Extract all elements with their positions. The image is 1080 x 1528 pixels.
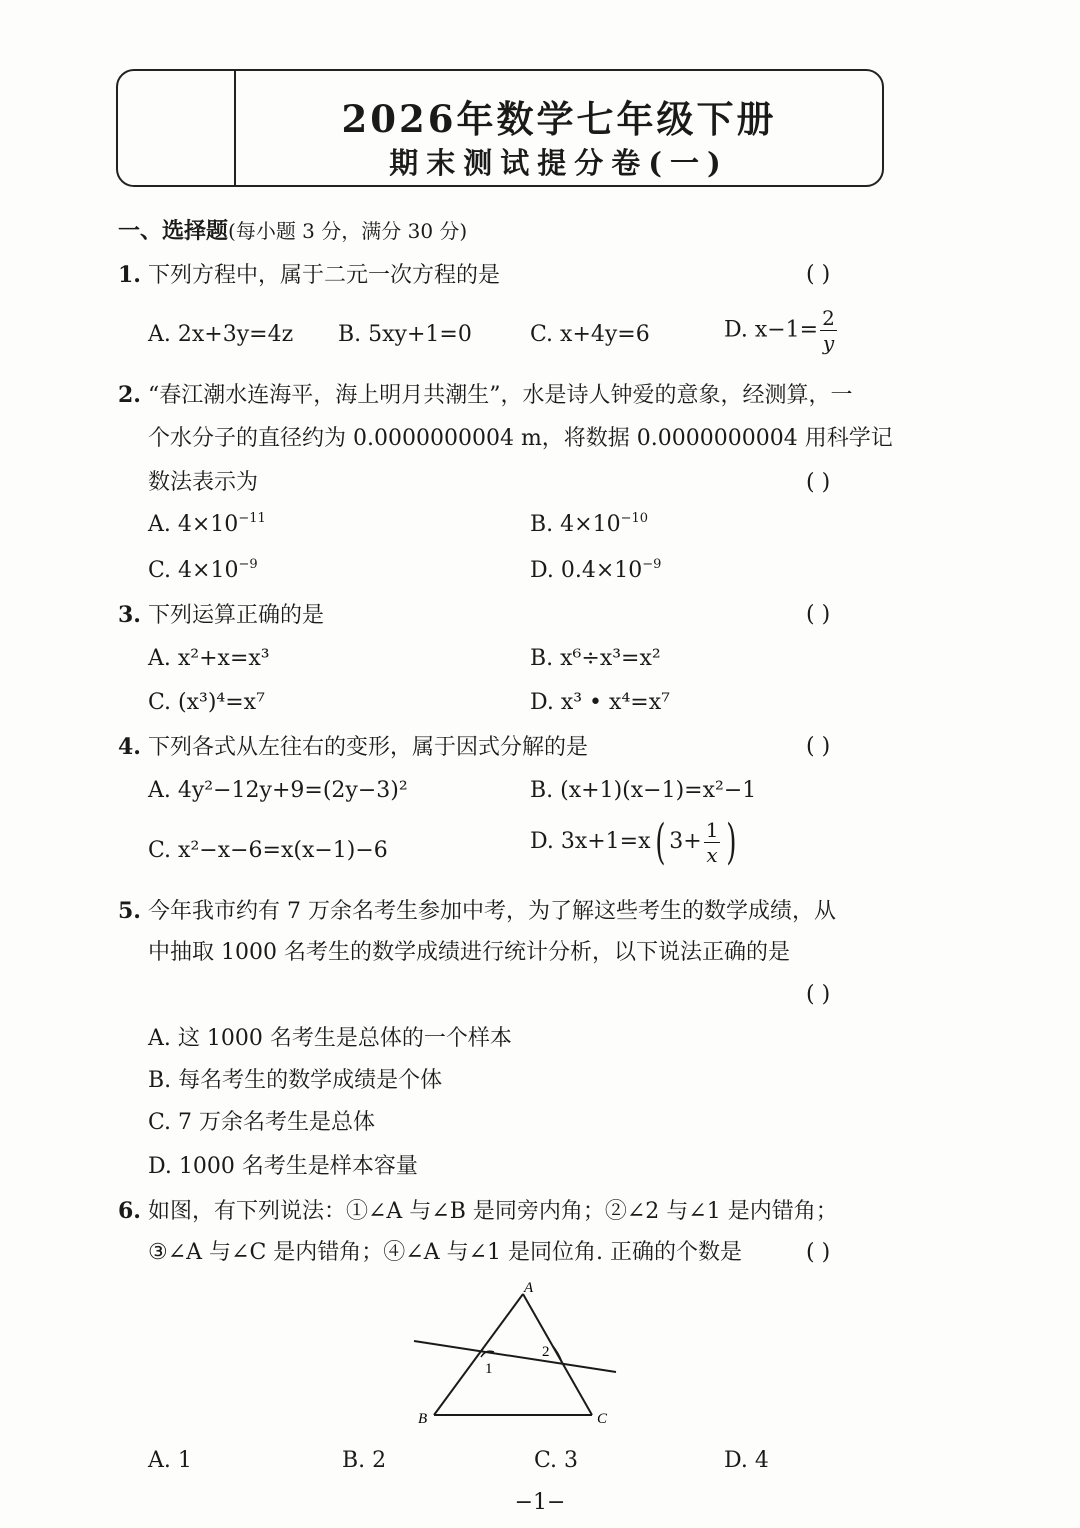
- q5-option-a: A. 这 1000 名考生是总体的一个样本: [148, 1026, 512, 1051]
- q2-option-c: [148, 558, 258, 584]
- side-ab: [434, 1294, 523, 1415]
- header-box: [116, 69, 884, 187]
- answer-blank-4[interactable]: ( ): [806, 734, 831, 759]
- q5-option-b: B. 每名考生的数学成绩是个体: [148, 1068, 443, 1093]
- q2-option-d-base: D. 0.4×10: [530, 558, 643, 583]
- question-2-line-1: [118, 382, 852, 409]
- angle-2-label: 2: [542, 1344, 550, 1360]
- question-text: 下列各式从左往右的变形，属于因式分解的是: [147, 735, 588, 760]
- right-bracket: ): [726, 814, 737, 870]
- question-6-line-1: [118, 1198, 838, 1225]
- exam-subtitle: 期末测试提分卷(一): [389, 146, 729, 180]
- q6-option-b: B. 2: [342, 1448, 387, 1473]
- section-note: (每小题 3 分，满分 30 分): [228, 219, 468, 243]
- q2-option-c-base: C. 4×10: [148, 558, 239, 583]
- question-number: 2.: [118, 382, 141, 408]
- exam-title: 2026年数学七年级下册: [341, 97, 777, 141]
- q1-option-b: B. 5xy+1=0: [338, 322, 472, 347]
- question-text: “春江潮水连海平，海上明月共潮生”，水是诗人钟爱的意象，经测算，一: [147, 383, 853, 408]
- question-2-line-2: 个水分子的直径约为 0.0000000004 m，将数据 0.0000000004 用科学记: [148, 426, 893, 451]
- question-5-line-2: 中抽取 1000 名考生的数学成绩进行统计分析，以下说法正确的是: [148, 940, 790, 965]
- q2-option-d: [530, 558, 661, 584]
- q4-option-c: C. x²−x−6=x(x−1)−6: [148, 838, 388, 863]
- question-1: [118, 262, 500, 289]
- q3-option-c: C. (x³)⁴=x⁷: [148, 690, 265, 715]
- q2-option-b: [530, 512, 648, 538]
- q2-option-b-base: B. 4×10: [530, 512, 621, 537]
- q3-option-b: B. x⁶÷x³=x²: [530, 646, 661, 671]
- q1-option-a: A. 2x+3y=4z: [148, 322, 294, 347]
- left-bracket: (: [654, 814, 666, 870]
- vertex-c-label: C: [597, 1411, 608, 1427]
- fraction-numerator: 2: [822, 306, 835, 330]
- q2-option-a-exp: −11: [238, 511, 266, 526]
- question-4: [118, 734, 588, 761]
- q5-option-c: C. 7 万余名考生是总体: [148, 1110, 376, 1135]
- side-ac: [523, 1294, 592, 1415]
- transversal-line: [414, 1341, 616, 1372]
- question-5-line-1: [118, 898, 836, 925]
- answer-blank-5[interactable]: ( ): [806, 982, 831, 1007]
- q4-option-a: A. 4y²−12y+9=(2y−3)²: [148, 778, 408, 803]
- vertex-a-label: A: [524, 1280, 534, 1296]
- q3-option-d: D. x³ • x⁴=x⁷: [530, 690, 670, 715]
- fraction: [704, 817, 721, 867]
- q6-option-d: D. 4: [724, 1448, 769, 1473]
- q2-option-d-exp: −9: [642, 557, 662, 572]
- q2-option-c-exp: −9: [238, 557, 258, 572]
- angle-1-label: 1: [485, 1361, 493, 1377]
- q1-option-c: C. x+4y=6: [530, 322, 650, 347]
- question-text: 下列方程中，属于二元一次方程的是: [147, 263, 500, 288]
- q4-option-d: [530, 814, 741, 870]
- q1-option-d: [724, 308, 839, 353]
- question-3: [118, 602, 324, 629]
- q4-option-b: B. (x+1)(x−1)=x²−1: [530, 778, 757, 803]
- q5-option-d: D. 1000 名考生是样本容量: [148, 1154, 418, 1179]
- q4-option-d-inner: 3+: [669, 829, 702, 854]
- page-number: −1−: [514, 1490, 566, 1515]
- triangle-figure: [410, 1280, 630, 1430]
- question-number: 6.: [118, 1198, 141, 1224]
- q4-option-d-prefix: D. 3x+1=x: [530, 829, 651, 854]
- question-text: 下列运算正确的是: [147, 603, 324, 628]
- q1-option-d-prefix: D. x−1=: [724, 317, 819, 343]
- q2-option-a: [148, 512, 266, 538]
- q2-option-a-base: A. 4×10: [148, 512, 239, 537]
- question-number: 5.: [118, 898, 141, 924]
- vertex-b-label: B: [418, 1411, 428, 1427]
- question-number: 3.: [118, 602, 141, 628]
- section-label: 一、选择题: [118, 218, 229, 244]
- question-text: 如图，有下列说法：①∠A 与∠B 是同旁内角；②∠2 与∠1 是内错角；: [147, 1199, 838, 1224]
- question-number: 1.: [118, 262, 141, 288]
- q6-option-c: C. 3: [534, 1448, 579, 1473]
- q3-option-a: A. x²+x=x³: [148, 646, 270, 671]
- q2-option-b-exp: −10: [620, 511, 649, 526]
- fraction: [820, 308, 837, 353]
- question-6-line-2: ③∠A 与∠C 是内错角；④∠A 与∠1 是同位角. 正确的个数是: [148, 1240, 743, 1265]
- answer-blank-2[interactable]: ( ): [806, 470, 831, 495]
- answer-blank-1[interactable]: ( ): [806, 262, 831, 287]
- fraction-denominator: y: [822, 331, 835, 355]
- answer-blank-3[interactable]: ( ): [806, 602, 831, 627]
- q6-option-a: A. 1: [148, 1448, 192, 1473]
- answer-blank-6[interactable]: ( ): [806, 1240, 831, 1265]
- question-text: 今年我市约有 7 万余名考生参加中考，为了解这些考生的数学成绩，从: [147, 899, 836, 924]
- section-heading: [118, 218, 467, 245]
- fraction-denominator: x: [706, 842, 718, 867]
- question-number: 4.: [118, 734, 141, 760]
- question-2-line-3: 数法表示为: [148, 470, 259, 495]
- fraction-numerator: 1: [705, 817, 719, 842]
